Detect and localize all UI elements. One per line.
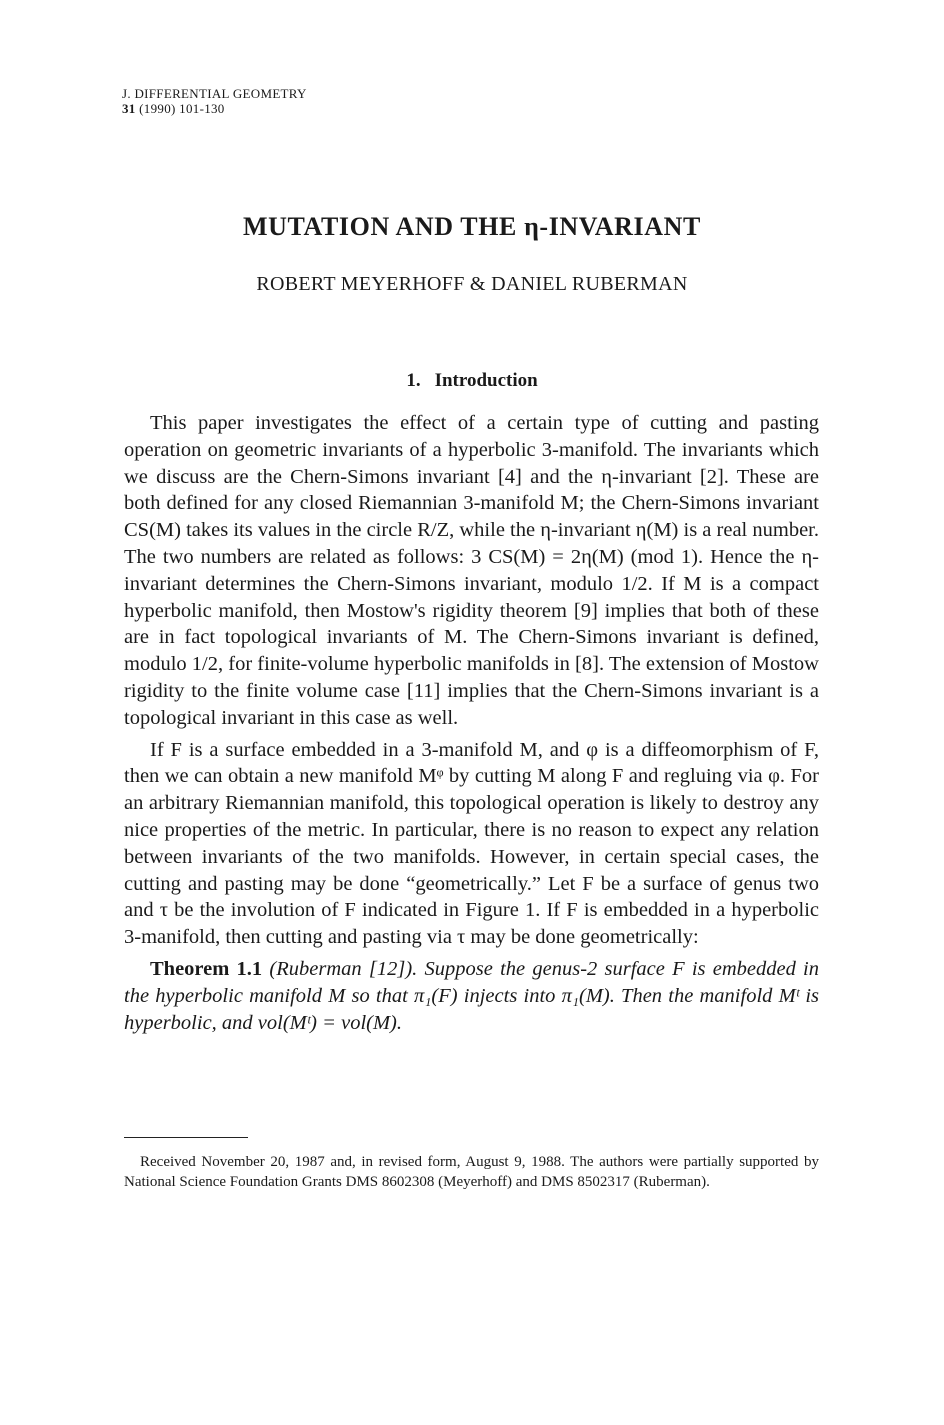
theorem-statement: Suppose the genus-2 surface F is embedded in the hyperbolic manifold M so that π₁(F) injects into π₁(M). Then the manifold Mᵗ is hyperbolic, and vol(Mᵗ) = vol(M). <box>124 957 820 1034</box>
theorem-1-1 <box>124 956 819 1036</box>
section-title: Introduction <box>434 370 538 391</box>
section-number: 1. <box>406 370 421 391</box>
paper-title: MUTATION AND THE η-INVARIANT <box>243 212 701 241</box>
journal-name: J. DIFFERENTIAL GEOMETRY <box>122 86 307 101</box>
theorem-label: Theorem 1.1 <box>150 957 263 980</box>
paragraph-intro: This paper investigates the effect of a certain type of cutting and pasting operation on geometric invariants of a hyperbolic 3-manifold. The invariants which we discuss are the Chern-Simons invariant [4] and the η-invariant [2]. These are both defined for any closed Riemannian 3-manifold M; the Chern-Simons invariant CS(M) takes its values in the circle R/Z, while the η-invariant η(M) is a real number. The two numbers are related as follows: 3 CS(M) = 2η(M) (mod 1). Hence the η-invariant determines the Chern-Simons invariant, modulo 1/2. If M is a compact hyperbolic manifold, then Mostow's rigidity theorem [9] implies that both of these are in fact topological invariants of M. The Chern-Simons invariant is defined, modulo 1/2, for finite-volume hyperbolic manifolds in [8]. The extension of Mostow rigidity to the finite volume case [11] implies that the Chern-Simons invariant is a topological invariant in this case as well. <box>124 412 819 729</box>
body-text <box>124 410 819 1036</box>
journal-issue: (1990) 101-130 <box>139 101 225 116</box>
footnote-text: Received November 20, 1987 and, in revised form, August 9, 1988. The authors were partially supported by National Science Foundation Grants DMS 8602308 (Meyerhoff) and DMS 8502317 (Ruberman). <box>124 1154 819 1190</box>
journal-volume: 31 <box>122 101 136 116</box>
footnote <box>124 1153 819 1192</box>
footnote-divider <box>124 1137 248 1138</box>
paragraph-mutation: If F is a surface embedded in a 3-manifold M, and φ is a diffeomorphism of F, then we can obtain a new manifold Mᵠ by cutting M along F and regluing via φ. For an arbitrary Riemannian manifold, this topological operation is likely to destroy any nice properties of the metric. In particular, there is no reason to expect any relation between invariants of the two manifolds. However, in certain special cases, the cutting and pasting may be done “geometrically.” Let F be a surface of genus two and τ be the involution of F indicated in Figure 1. If F is embedded in a hyperbolic 3-manifold, then cutting and pasting via τ may be done geometrically: <box>124 738 819 949</box>
journal-volume-line <box>122 101 307 116</box>
theorem-attribution: (Ruberman [12]). <box>269 957 418 980</box>
section-heading <box>0 370 944 392</box>
paper-authors: ROBERT MEYERHOFF & DANIEL RUBERMAN <box>256 273 688 295</box>
journal-header <box>122 86 307 116</box>
